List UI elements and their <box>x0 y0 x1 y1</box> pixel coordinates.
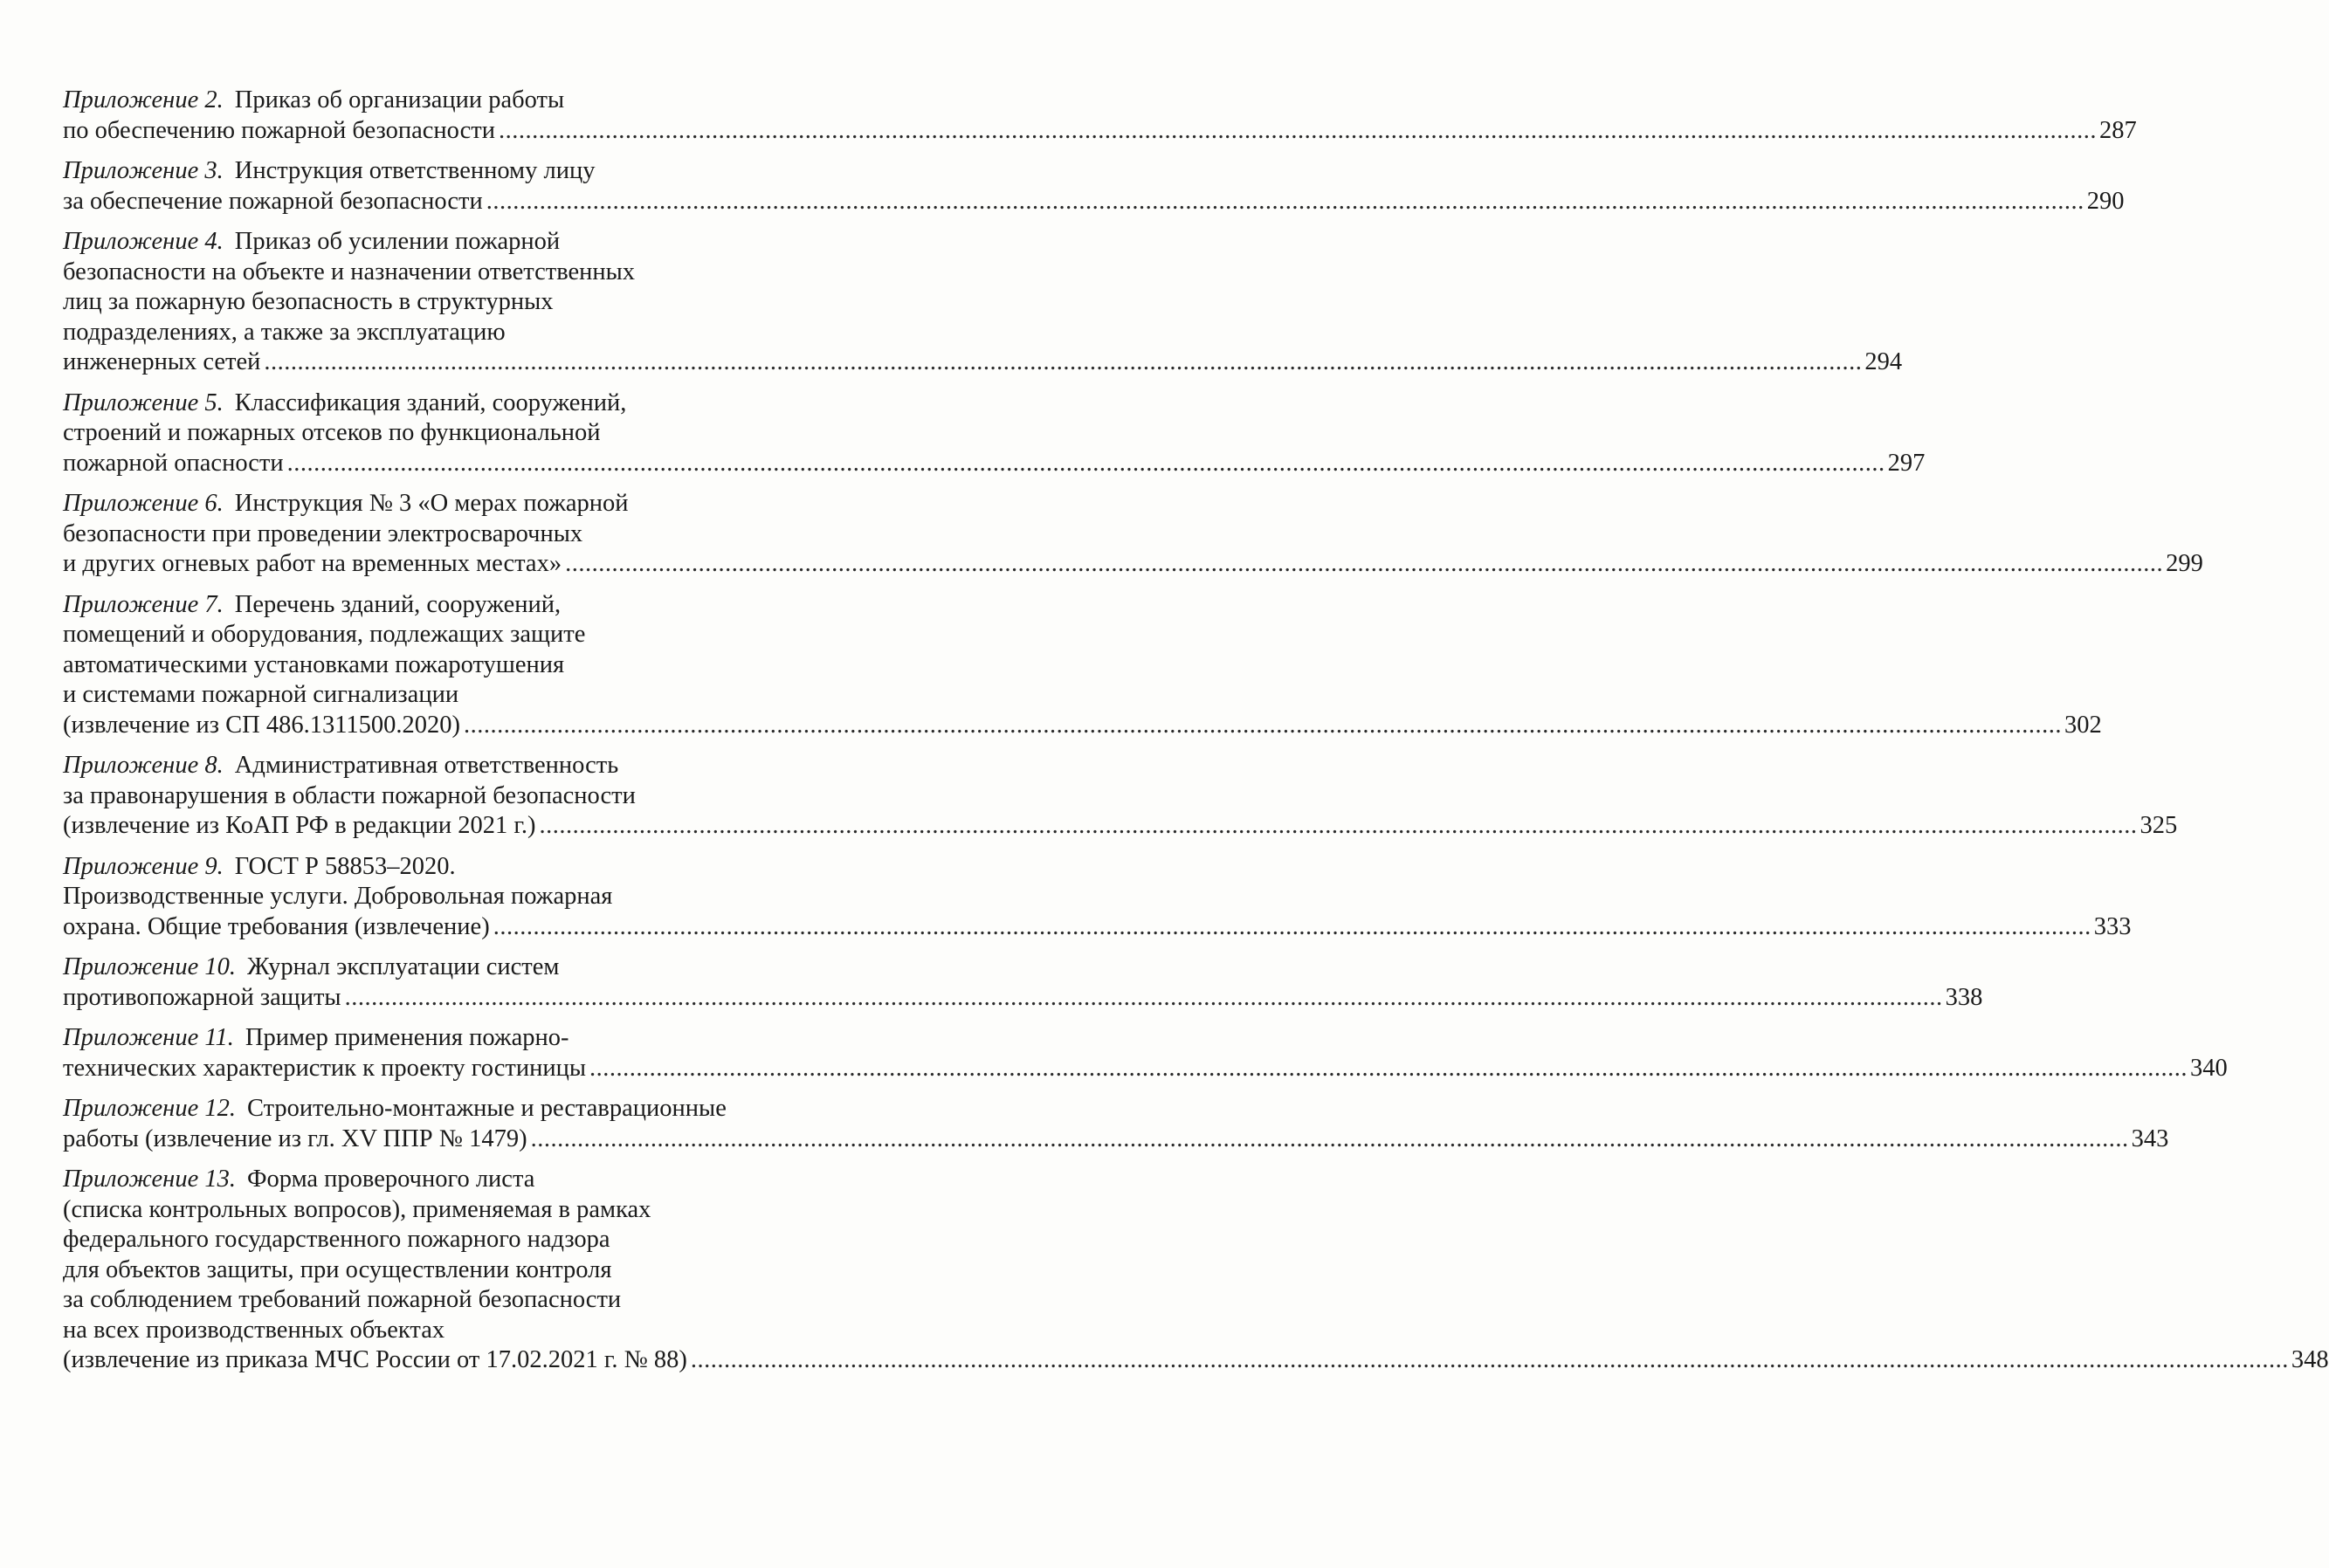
page-number: 294 <box>1864 348 1903 375</box>
dot-leader: ................................................................................................................................................................................................................................................ <box>286 449 1885 477</box>
entry-title-text: за соблюдением требований пожарной безопасности <box>63 1286 622 1313</box>
toc-entry[interactable] <box>63 1023 2228 1083</box>
entry-title-text: безопасности при проведении электросварочных <box>63 519 583 547</box>
entry-title-text: Журнал эксплуатации систем <box>246 953 560 980</box>
toc-entry-last-line <box>63 449 1926 479</box>
entry-title-text: (извлечение из СП 486.1311500.2020) <box>63 711 461 739</box>
dot-leader: ................................................................................................................................................................................................................................................ <box>530 1124 2129 1152</box>
toc-entry-first-line <box>63 1094 795 1124</box>
entry-title-text: строений и пожарных отсеков по функциональной <box>63 419 601 446</box>
page-number: 290 <box>2086 187 2125 215</box>
toc-entry-last-line <box>63 983 1983 1014</box>
toc-entry-last-line <box>63 811 2178 842</box>
entry-title-text: (извлечение из КоАП РФ в редакции 2021 г.) <box>63 812 536 839</box>
entry-title-text: Приказ об усилении пожарной <box>234 228 561 255</box>
entry-title-text: и других огневых работ на временных местах» <box>63 550 562 577</box>
entry-title-text: пожарной опасности <box>63 449 284 477</box>
appendix-label: Приложение 10. <box>63 953 236 980</box>
toc-entry-last-line <box>63 711 2102 741</box>
dot-leader: ................................................................................................................................................................................................................................................ <box>344 983 1943 1011</box>
entry-title-text: Инструкция № 3 «О мерах пожарной <box>234 490 629 517</box>
dot-leader: ................................................................................................................................................................................................................................................ <box>486 187 2084 215</box>
page-number: 338 <box>1945 983 1983 1011</box>
entry-title-text: Пример применения пожарно- <box>245 1024 569 1051</box>
appendix-label: Приложение 5. <box>63 389 224 416</box>
entry-title-text: помещений и оборудования, подлежащих защите <box>63 621 586 648</box>
toc-entry-last-line <box>63 1345 2329 1376</box>
toc-entry[interactable] <box>63 389 1926 479</box>
toc-entry[interactable] <box>63 751 2178 842</box>
page-number: 299 <box>2166 550 2203 577</box>
appendix-label: Приложение 13. <box>63 1166 236 1193</box>
appendix-label: Приложение 2. <box>63 86 224 113</box>
toc-entry-first-line <box>63 1165 795 1195</box>
dot-leader: ................................................................................................................................................................................................................................................ <box>464 711 2063 739</box>
page-number: 302 <box>2064 711 2102 739</box>
page-number: 297 <box>1887 449 1926 477</box>
entry-title-text: безопасности на объекте и назначении ответственных <box>63 258 636 285</box>
page-number: 343 <box>2131 1124 2169 1152</box>
entry-title-text: для объектов защиты, при осуществлении контроля <box>63 1255 612 1283</box>
toc-entry[interactable] <box>63 227 1903 378</box>
appendix-label: Приложение 3. <box>63 157 224 184</box>
entry-title-text: (извлечение из приказа МЧС России от 17.02.2021 г. № 88) <box>63 1346 687 1373</box>
dot-leader: ................................................................................................................................................................................................................................................ <box>264 348 1863 375</box>
toc-entry-last-line <box>63 116 2137 147</box>
entry-title-text: Перечень зданий, сооружений, <box>234 590 562 618</box>
toc-entry-first-line <box>63 1023 795 1054</box>
entry-title-text: Приказ об организации работы <box>234 86 565 113</box>
entry-title-text: автоматическими установками пожаротушения <box>63 650 565 678</box>
appendix-label: Приложение 9. <box>63 852 224 880</box>
toc-entry[interactable] <box>63 156 2125 217</box>
toc-entry-first-line <box>63 227 795 258</box>
toc-entry-first-line <box>63 590 795 621</box>
toc-entry[interactable] <box>63 86 2137 146</box>
appendix-label: Приложение 12. <box>63 1095 236 1122</box>
entry-title-text: работы (извлечение из гл. XV ППР № 1479) <box>63 1124 527 1152</box>
entry-title-text: Классификация зданий, сооружений, <box>234 389 627 416</box>
entry-title-text: подразделениях, а также за эксплуатацию <box>63 318 506 346</box>
toc-entry[interactable] <box>63 489 2203 580</box>
toc-entry[interactable] <box>63 852 2132 943</box>
page-number: 340 <box>2189 1054 2228 1082</box>
toc-entry-first-line <box>63 389 795 419</box>
page-number: 333 <box>2093 912 2132 940</box>
entry-title-text: Форма проверочного листа <box>246 1166 535 1193</box>
table-of-contents <box>63 86 2329 1386</box>
entry-title-text: и системами пожарной сигнализации <box>63 681 459 708</box>
dot-leader: ................................................................................................................................................................................................................................................ <box>690 1346 2289 1373</box>
toc-entry-last-line <box>63 347 1903 378</box>
entry-title-text: Инструкция ответственному лицу <box>234 157 596 184</box>
appendix-label: Приложение 8. <box>63 752 224 779</box>
dot-leader: ................................................................................................................................................................................................................................................ <box>498 116 2097 144</box>
toc-entry-last-line <box>63 1054 2228 1084</box>
entry-title-text: по обеспечению пожарной безопасности <box>63 116 495 144</box>
toc-entry-first-line <box>63 751 795 781</box>
entry-title-text: федерального государственного пожарного надзора <box>63 1226 610 1253</box>
entry-title-text: за правонарушения в области пожарной безопасности <box>63 781 636 809</box>
dot-leader: ................................................................................................................................................................................................................................................ <box>565 550 2164 577</box>
toc-entry-last-line <box>63 1124 2169 1155</box>
toc-entry[interactable] <box>63 590 2102 741</box>
toc-entry-last-line <box>63 912 2132 943</box>
entry-title-text: на всех производственных объектах <box>63 1316 445 1344</box>
toc-entry-first-line <box>63 156 795 187</box>
entry-title-text: охрана. Общие требования (извлечение) <box>63 912 490 940</box>
toc-entry-last-line <box>63 187 2125 217</box>
entry-title-text: противопожарной защиты <box>63 983 341 1011</box>
toc-entry-first-line <box>63 852 795 883</box>
toc-entry[interactable] <box>63 952 1983 1013</box>
entry-title-text: ГОСТ Р 58853–2020. <box>234 852 456 880</box>
dot-leader: ................................................................................................................................................................................................................................................ <box>493 912 2091 940</box>
toc-entry-first-line <box>63 489 795 519</box>
entry-title-text: технических характеристик к проекту гостиницы <box>63 1054 586 1082</box>
page-number: 325 <box>2140 812 2178 839</box>
entry-title-text: за обеспечение пожарной безопасности <box>63 187 483 215</box>
page-number: 287 <box>2098 116 2137 144</box>
toc-entry-first-line <box>63 86 795 116</box>
toc-entry-first-line <box>63 952 795 983</box>
entry-title-text: Строительно-монтажные и реставрационные <box>246 1095 727 1122</box>
entry-title-text: лиц за пожарную безопасность в структурных <box>63 288 554 315</box>
appendix-label: Приложение 7. <box>63 590 224 618</box>
entry-title-text: Производственные услуги. Добровольная пожарная <box>63 883 613 910</box>
appendix-label: Приложение 6. <box>63 490 224 517</box>
appendix-label: Приложение 4. <box>63 228 224 255</box>
toc-entry[interactable] <box>63 1165 2329 1376</box>
toc-entry-last-line <box>63 549 2203 580</box>
dot-leader: ................................................................................................................................................................................................................................................ <box>539 812 2138 839</box>
entry-title-text: (списка контрольных вопросов), применяемая в рамках <box>63 1195 651 1223</box>
entry-title-text: Административная ответственность <box>234 752 619 779</box>
page-number: 348 <box>2291 1346 2329 1373</box>
appendix-label: Приложение 11. <box>63 1024 234 1051</box>
dot-leader: ................................................................................................................................................................................................................................................ <box>589 1054 2188 1082</box>
toc-entry[interactable] <box>63 1094 2169 1154</box>
entry-title-text: инженерных сетей <box>63 348 261 375</box>
